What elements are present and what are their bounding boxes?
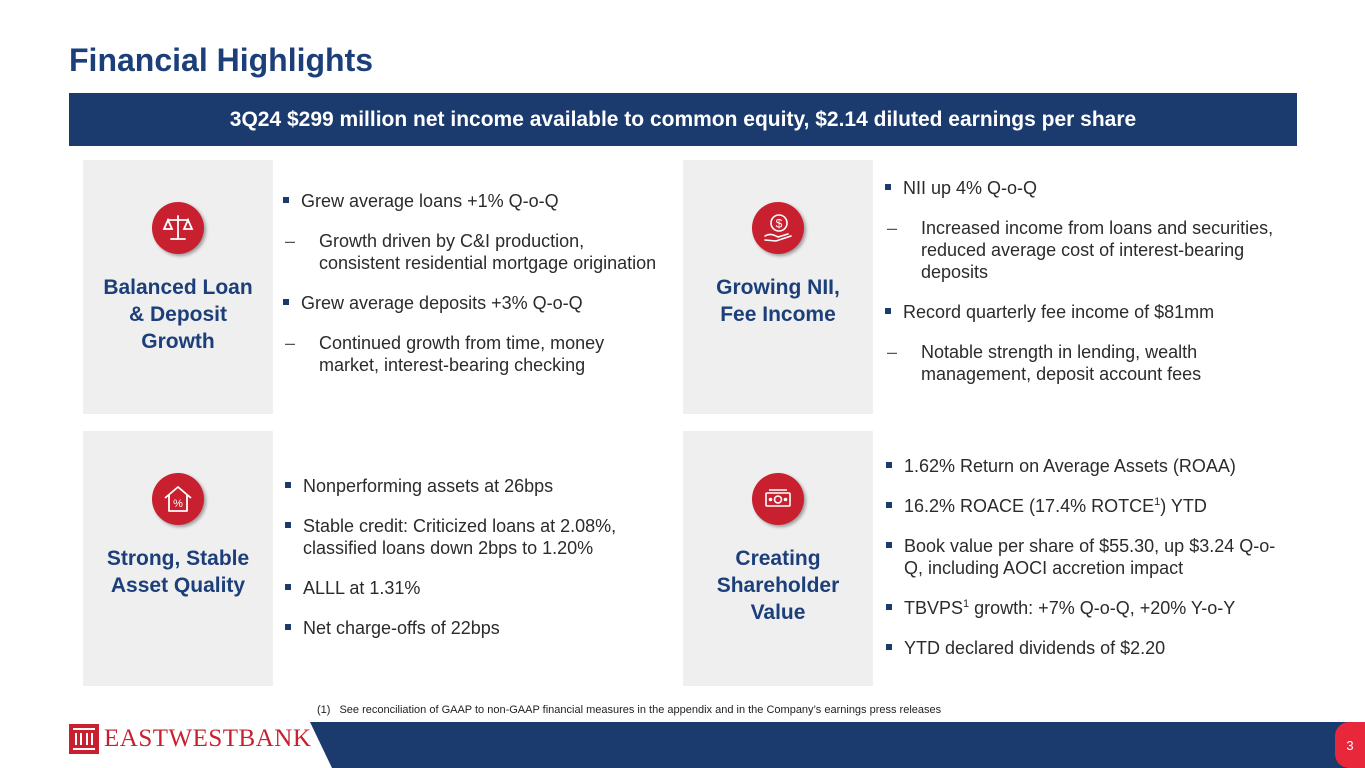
bullet-text-after: ) YTD [1160,496,1207,516]
bullet-item: NII up 4% Q-o-Q [883,177,1283,199]
label-line: & Deposit [128,303,227,326]
nii-fee-bullets [883,177,1283,385]
bullet-item: Book value per share of $55.30, up $3.24 Q-o-Q, including AOCI accretion impact [884,535,1294,579]
headline-banner: 3Q24 $299 million net income available to common equity, $2.14 diluted earnings per share [69,93,1297,146]
label-line: Shareholder [716,574,840,597]
bullet-item: Nonperforming assets at 26bps [283,475,673,497]
page-title: Financial Highlights [69,42,374,78]
label-line: Growing NII, [716,276,840,299]
bullet-item: Stable credit: Criticized loans at 2.08%, classified loans down 2bps to 1.20% [283,515,673,559]
label-line: Asset Quality [110,574,246,597]
sub-bullet-item: – Notable strength in lending, wealth management, deposit account fees [883,341,1283,385]
svg-text:$: $ [775,216,783,231]
sub-bullet-item: – Growth driven by C&I production, consistent residential mortgage origination [281,230,661,274]
bullet-text-after: growth: +7% Q-o-Q, +20% Y-o-Y [969,598,1236,618]
loan-deposit-panel [83,160,273,414]
bullet-text: TBVPS [904,598,964,618]
bullet-text: 16.2% ROACE (17.4% ROTCE [904,496,1155,516]
asset-quality-panel [83,431,273,686]
asset-quality-bullets [283,475,673,639]
svg-text:%: % [173,498,183,510]
bullet-item: Grew average loans +1% Q-o-Q [281,190,661,212]
sub-bullet-item: – Continued growth from time, money market, interest-bearing checking [281,332,661,376]
footnote [317,704,941,716]
footnote-number: (1) [317,704,331,716]
company-logo [69,724,311,754]
bullet-item: Net charge-offs of 22bps [283,617,673,639]
logo-text: EASTWESTBANK [104,725,312,752]
bullet-item [884,597,1294,619]
bullet-item: Record quarterly fee income of $81mm [883,301,1283,323]
loan-deposit-bullets [281,190,661,376]
label-line: Value [750,601,806,624]
shareholder-value-bullets [884,455,1294,659]
footnote-marker: 1 [963,598,970,610]
bullet-item [884,495,1294,517]
house-percent-icon [152,473,204,525]
nii-fee-panel [683,160,873,414]
page-number: 3 [1335,722,1365,768]
footnote-marker: 1 [1154,496,1161,508]
bullet-item: 1.62% Return on Average Assets (ROAA) [884,455,1294,477]
footnote-text: See reconciliation of GAAP to non-GAAP financial measures in the appendix and in the Company’s earnings press releases [339,704,942,716]
shareholder-value-panel [683,431,873,686]
scale-icon [152,202,204,254]
footer-bar [310,722,1365,768]
label-line: Creating [735,547,821,570]
bullet-item: YTD declared dividends of $2.20 [884,637,1294,659]
bullet-item: Grew average deposits +3% Q-o-Q [281,292,661,314]
label-line: Growth [141,330,215,353]
logo-mark-icon [69,724,99,754]
label-line: Strong, Stable [106,547,250,570]
bullet-item: ALLL at 1.31% [283,577,673,599]
dollar-hand-icon [752,202,804,254]
cash-icon [752,473,804,525]
label-line: Fee Income [720,303,836,326]
label-line: Balanced Loan [103,276,253,299]
sub-bullet-item: – Increased income from loans and securities, reduced average cost of interest-bearing deposits [883,217,1283,283]
